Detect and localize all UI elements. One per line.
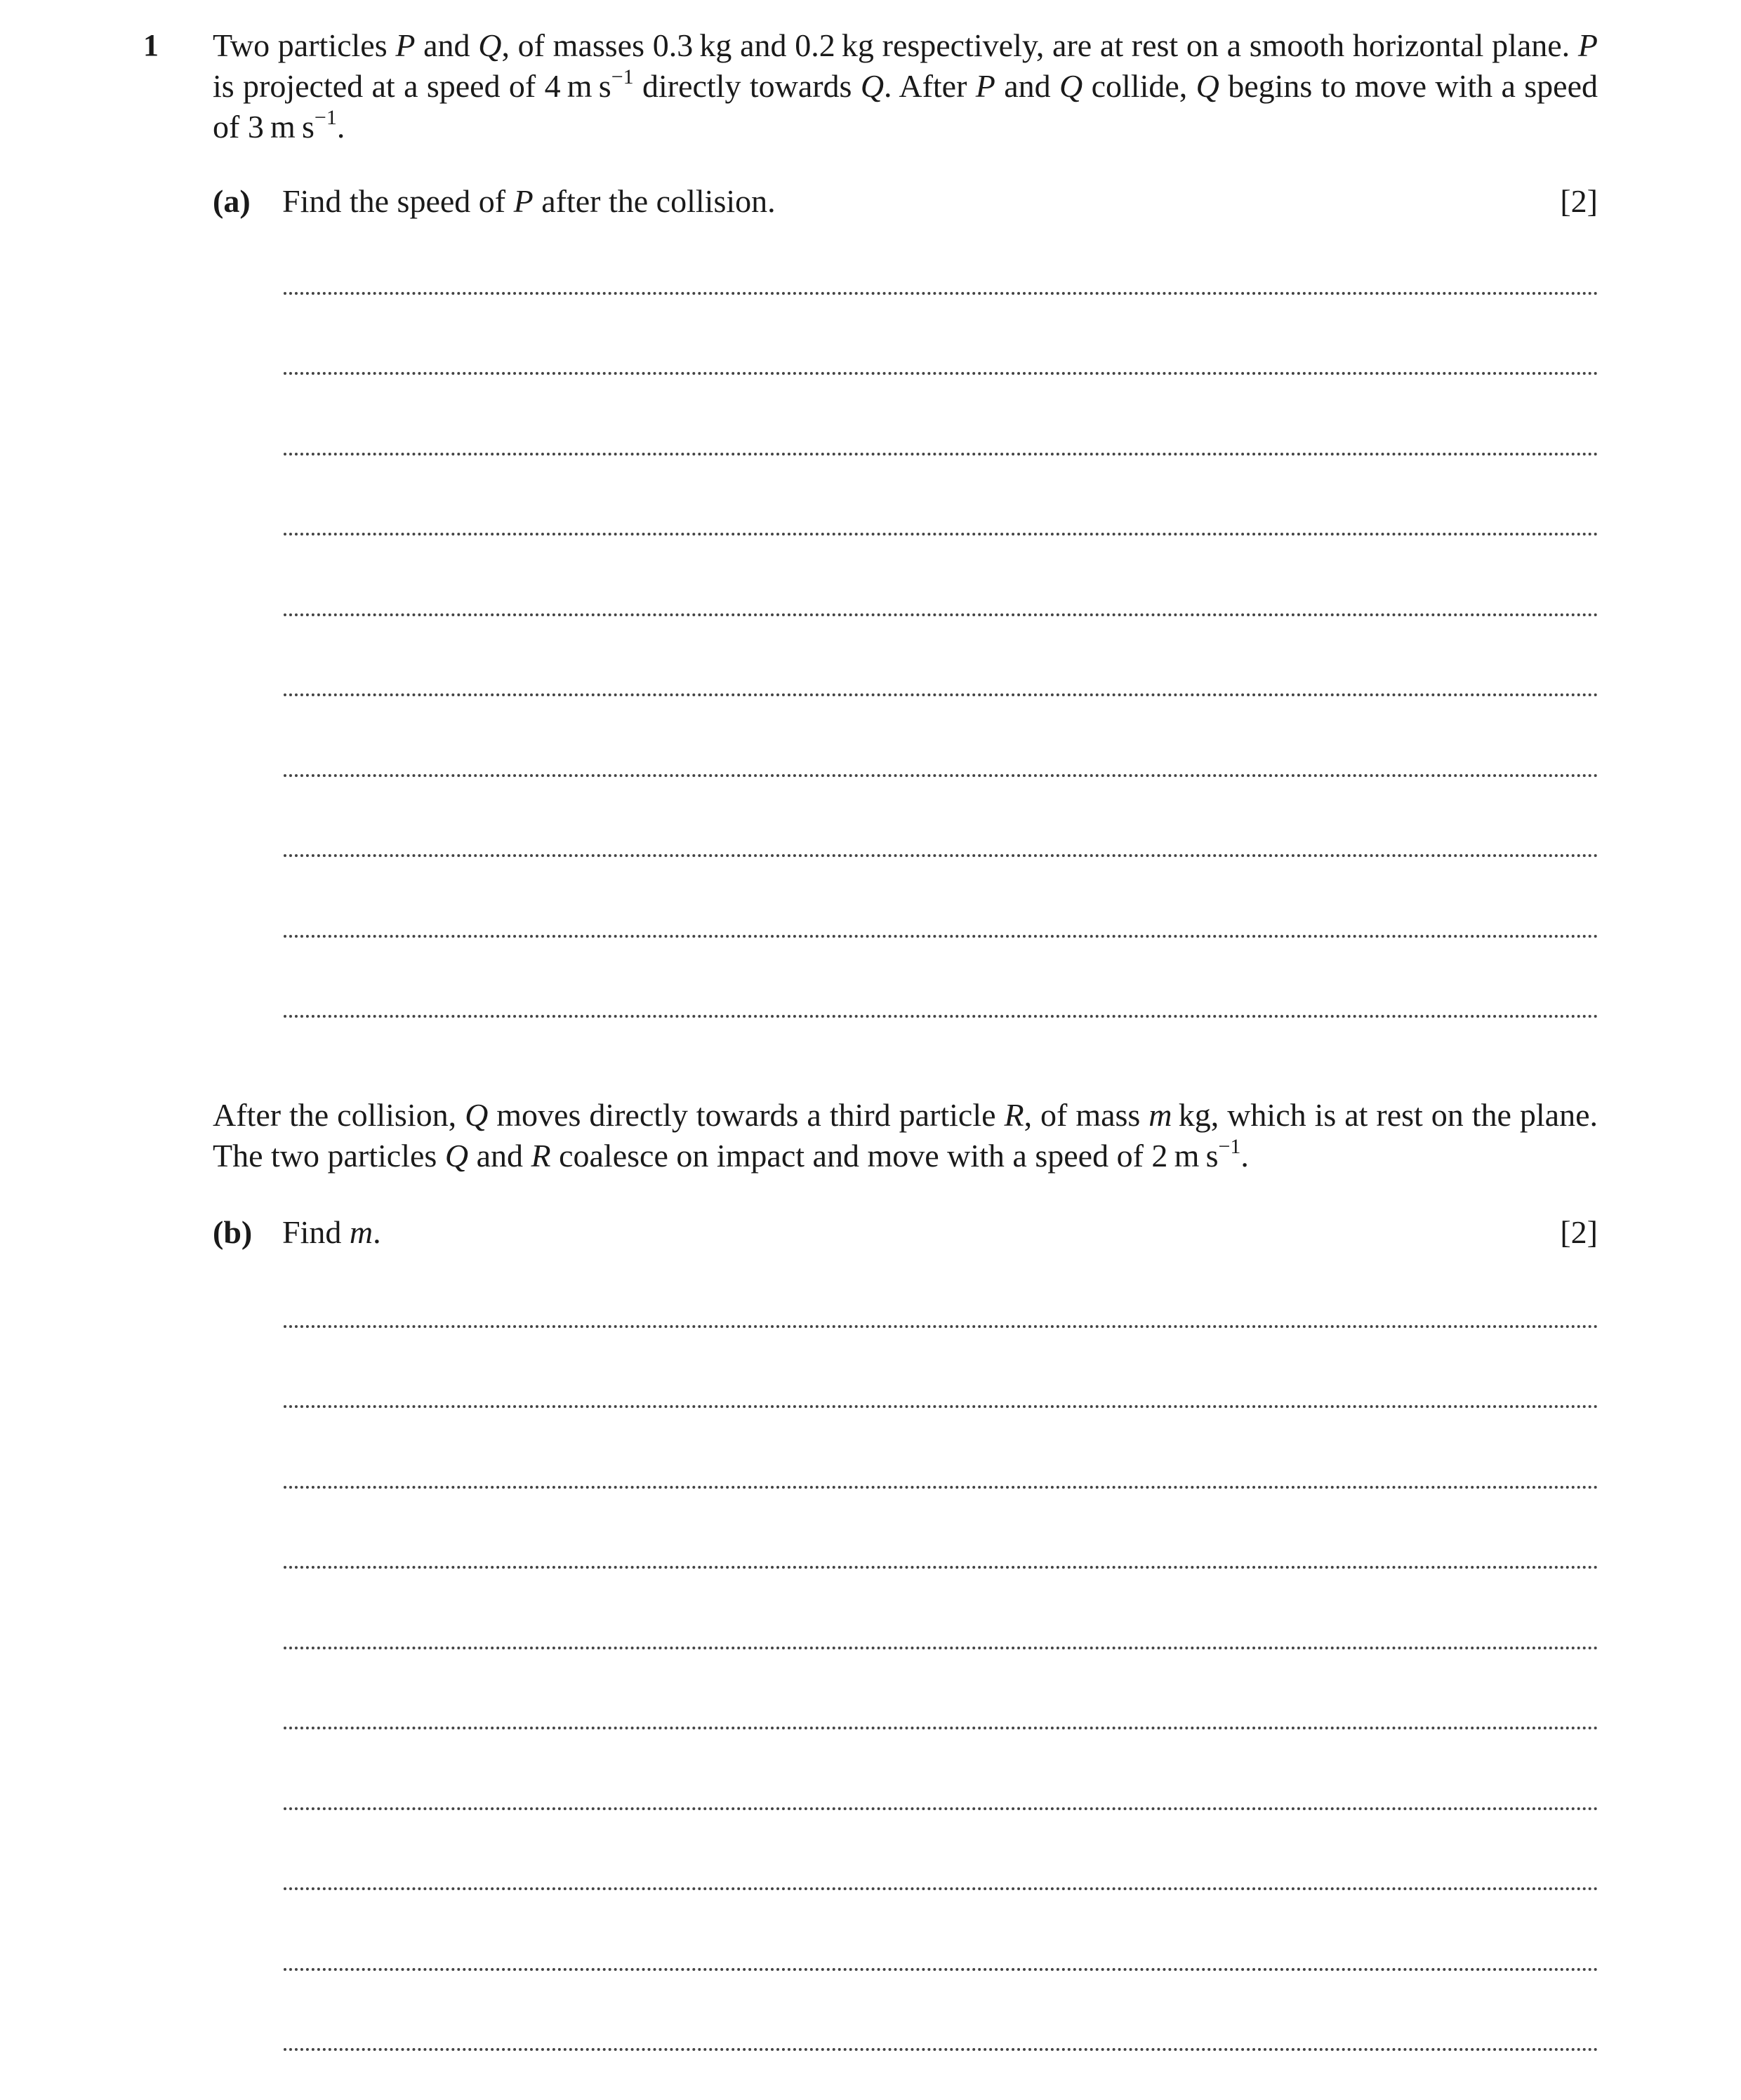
- part-a-text: Find the speed of P after the collision.: [282, 183, 776, 219]
- answer-line[interactable]: [284, 1015, 1598, 1018]
- answer-line[interactable]: [284, 292, 1598, 295]
- part-b-marks: [2]: [1560, 1214, 1598, 1250]
- answer-line[interactable]: [284, 1727, 1598, 1729]
- answer-line[interactable]: [284, 453, 1598, 456]
- answer-line[interactable]: [284, 1887, 1598, 1890]
- answer-line[interactable]: [284, 1647, 1598, 1649]
- answer-line[interactable]: [284, 1807, 1598, 1810]
- answer-line[interactable]: [284, 854, 1598, 857]
- answer-line[interactable]: [284, 1325, 1598, 1328]
- part-a-label: (a): [213, 183, 251, 219]
- answer-line[interactable]: [284, 774, 1598, 777]
- answer-line[interactable]: [284, 2048, 1598, 2051]
- answer-line[interactable]: [284, 1486, 1598, 1489]
- answer-line[interactable]: [284, 533, 1598, 536]
- part-b-text: Find m.: [282, 1214, 381, 1250]
- question-intro: Two particles P and Q, of masses 0.3 kg and 0.2 kg respectively, are at rest on a smooth horizontal plane. P is projected at a speed of 4 m $s^{-1}$ directly towards Q. After P and Q collide, Q begins to move with a speed of 3 m $s^{-1}$.: [213, 27, 1598, 145]
- answer-line[interactable]: [284, 935, 1598, 938]
- answer-line[interactable]: [284, 1405, 1598, 1408]
- answer-line[interactable]: [284, 693, 1598, 696]
- question-continuation: After the collision, Q moves directly towards a third particle R, of mass m kg, which is at rest on the plane. The two particles Q and R coalesce on impact and move with a speed of 2 m $s^{-1}$.: [213, 1097, 1598, 1174]
- answer-line[interactable]: [284, 372, 1598, 375]
- answer-line[interactable]: [284, 1566, 1598, 1569]
- answer-line[interactable]: [284, 613, 1598, 616]
- answer-line[interactable]: [284, 1968, 1598, 1971]
- part-b-label: (b): [213, 1214, 253, 1250]
- part-a-marks: [2]: [1560, 183, 1598, 219]
- question-number: 1: [143, 28, 159, 62]
